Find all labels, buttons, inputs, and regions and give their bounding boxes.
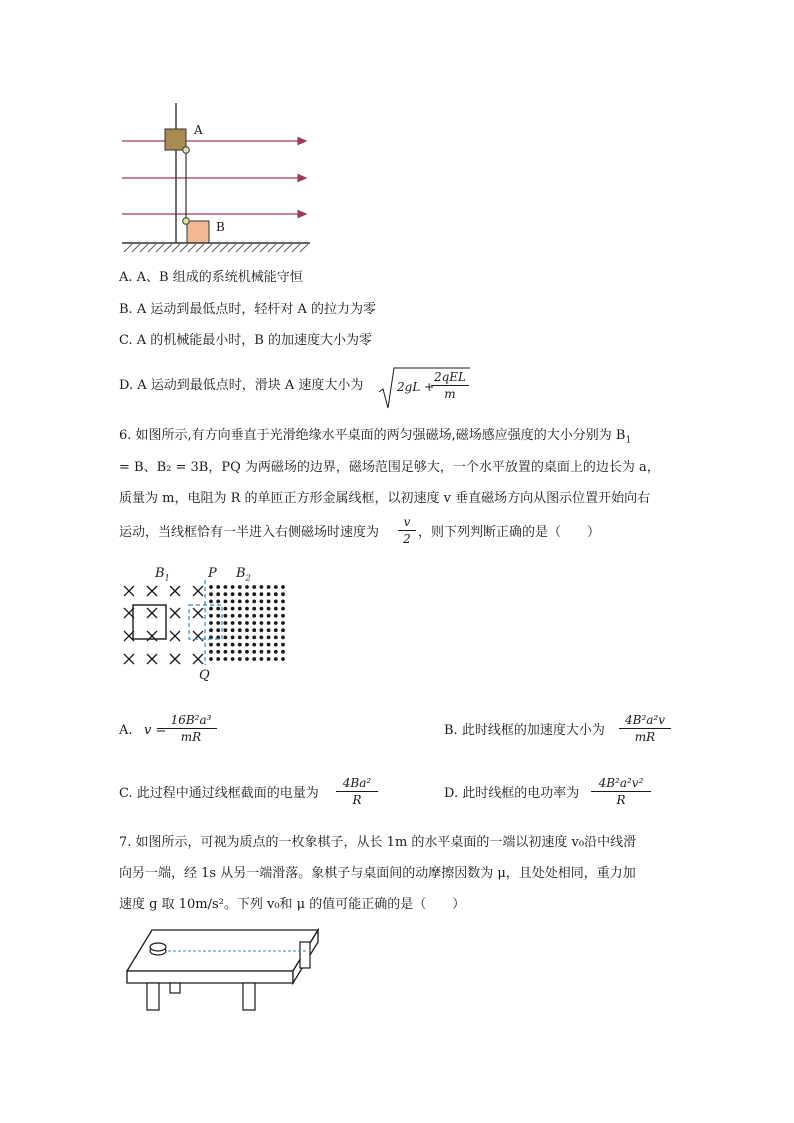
- q5-option-d: D. A 运动到最低点时，滑块 A 速度大小为: [119, 378, 364, 393]
- fig-label-q: Q: [199, 668, 210, 683]
- fig-label-p: P: [208, 566, 217, 581]
- fraction-denominator: 2: [403, 532, 411, 546]
- q7-line-2: 向另一端，经 1s 从另一端滑落。象棋子与桌面间的动摩擦因数为 μ，且处处相同，重力加: [119, 866, 636, 881]
- table-front-edge: [127, 971, 293, 983]
- fraction-numerator: v: [398, 514, 416, 531]
- q5-option-d-term: 2gL +: [397, 380, 435, 394]
- q6-line-2: = B、B₂ = 3B，PQ 为两磁场的边界，磁场范围足够大，一个水平放置的桌面上的边长为 a，: [119, 460, 660, 475]
- fraction-numerator: 4B²a²v²: [591, 775, 651, 792]
- q5-option-c: C. A 的机械能最小时，B 的加速度大小为零: [119, 333, 372, 348]
- fig-label-b1: $B_1$: [155, 566, 170, 583]
- q6-line-1: 6. 如图所示,有方向垂直于光滑绝缘水平桌面的两匀强磁场,磁场感应强度的大小分别为 $B_1$: [119, 428, 632, 446]
- q6-line-4: 运动，当线框恰有一半进入右侧磁场时速度为: [119, 525, 380, 540]
- fraction-numerator: 4Ba²: [336, 775, 378, 792]
- fraction-denominator: m: [444, 387, 456, 401]
- table-leg-back-right: [300, 942, 310, 968]
- q7-line-1: 7. 如图所示，可视为质点的一枚象棋子，从长 1m 的水平桌面的一端以初速度 v₀沿中线滑: [119, 835, 637, 850]
- table-leg-front-right: [243, 983, 255, 1010]
- table-leg-front-left: [147, 983, 159, 1010]
- q6-option-d: D. 此时线框的电功率为: [444, 786, 580, 801]
- q5-option-a: A. A、B 组成的系统机械能守恒: [119, 270, 303, 285]
- fig-label-b2: $B_2$: [236, 566, 251, 583]
- fraction-numerator: 2qEL: [431, 369, 469, 386]
- label-b: B: [216, 220, 225, 234]
- q7-line-3: 速度 g 取 10m/s²。下列 v₀和 μ 的值可能正确的是（ ）: [119, 897, 466, 912]
- q6-option-a-lhs: v =: [144, 723, 167, 738]
- q6-option-c: C. 此过程中通过线框截面的电量为: [119, 786, 319, 801]
- q6-option-a-label: A.: [119, 723, 133, 738]
- fraction-numerator: 4B²a²v: [619, 712, 671, 729]
- fraction-denominator: R: [616, 793, 626, 807]
- q6-line-3: 质量为 m，电阻为 R 的单匝正方形金属线框，以初速度 v 垂直磁场方向从图示位置开始向右: [119, 491, 651, 506]
- fraction-numerator: 16B²a³: [165, 712, 217, 729]
- q6-option-b: B. 此时线框的加速度大小为: [444, 723, 605, 738]
- fraction-denominator: mR: [634, 730, 656, 744]
- table-leg-back-left: [170, 983, 180, 993]
- fraction-denominator: mR: [180, 730, 202, 744]
- q5-option-b: B. A 运动到最低点时，轻杆对 A 的拉力为零: [119, 302, 376, 317]
- label-a: A: [194, 123, 203, 137]
- fraction-denominator: R: [352, 793, 362, 807]
- q6-line-4-suffix: ，则下列判断正确的是（ ）: [418, 525, 601, 540]
